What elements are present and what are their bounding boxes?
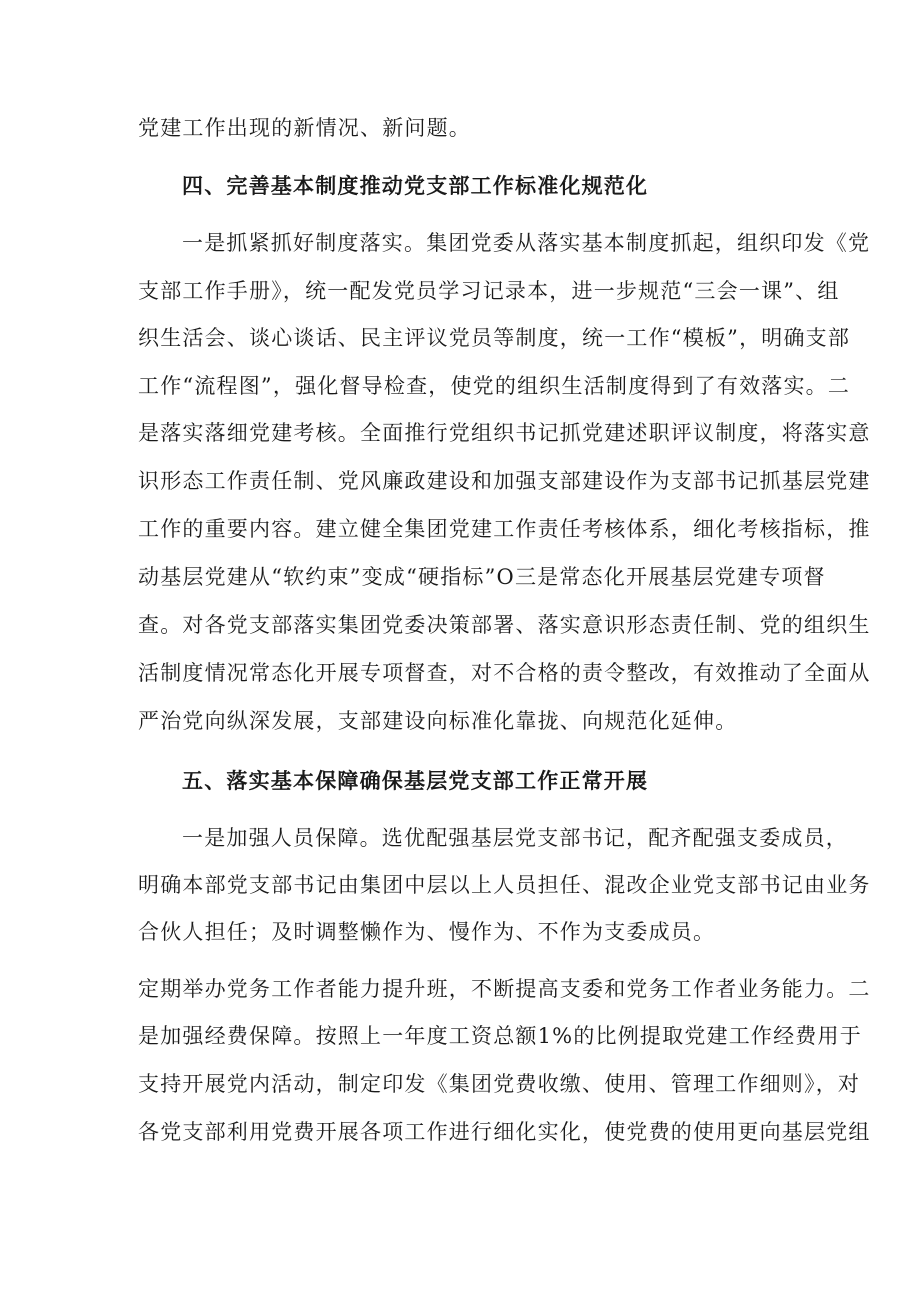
paragraph-line: 党建工作出现的新情况、新问题。 — [138, 116, 471, 140]
paragraph-line: 定期举办党务工作者能力提升班，不断提高支委和党务工作者业务能力。二 — [138, 977, 871, 1001]
paragraph-line: 支持开展党内活动，制定印发《集团党费收缴、使用、管理工作细则》，对 — [138, 1072, 861, 1096]
paragraph-line: 活制度情况常态化开展专项督查，对不合格的责令整改，有效推动了全面从 — [138, 661, 871, 685]
section-heading-5: 五、落实基本保障确保基层党支部工作正常开展 — [182, 768, 649, 793]
paragraph-line: 支部工作手册》，统一配发党员学习记录本，进一步规范“三会一课”、组 — [138, 279, 840, 303]
paragraph-line: 工作的重要内容。建立健全集团党建工作责任考核体系，细化考核指标，推 — [138, 517, 871, 541]
paragraph-line: 工作“流程图”，强化督导检查，使党的组织生活制度得到了有效落实。二 — [138, 374, 851, 398]
paragraph-line: 严治党向纵深发展，支部建设向标准化靠拢、向规范化延伸。 — [138, 709, 738, 733]
paragraph-line: 合伙人担任；及时调整懒作为、慢作为、不作为支委成员。 — [138, 920, 716, 944]
paragraph-line: 识形态工作责任制、党风廉政建设和加强支部建设作为支部书记抓基层党建 — [138, 469, 871, 493]
paragraph-line: 是落实落细党建考核。全面推行党组织书记抓党建述职评议制度，将落实意 — [138, 421, 871, 445]
paragraph-line: 是加强经费保障。按照上一年度工资总额1%的比例提取党建工作经费用于 — [138, 1024, 862, 1048]
paragraph-line: 织生活会、谈心谈话、民主评议党员等制度，统一工作“模板”，明确支部 — [138, 326, 851, 350]
paragraph-line: 明确本部党支部书记由集团中层以上人员担任、混改企业党支部书记由业务 — [138, 873, 871, 897]
paragraph-line: 动基层党建从“软约束”变成“硬指标”O三是常态化开展基层党建专项督 — [138, 565, 826, 589]
paragraph-line: 一是加强人员保障。选优配强基层党支部书记，配齐配强支委成员， — [182, 826, 848, 850]
paragraph-line: 一是抓紧抓好制度落实。集团党委从落实基本制度抓起，组织印发《党 — [182, 231, 871, 255]
section-heading-4: 四、完善基本制度推动党支部工作标准化规范化 — [182, 173, 649, 198]
paragraph-line: 查。对各党支部落实集团党委决策部署、落实意识形态责任制、党的组织生 — [138, 613, 871, 637]
paragraph-line: 各党支部利用党费开展各项工作进行细化实化，使党费的使用更向基层党组 — [138, 1120, 871, 1144]
